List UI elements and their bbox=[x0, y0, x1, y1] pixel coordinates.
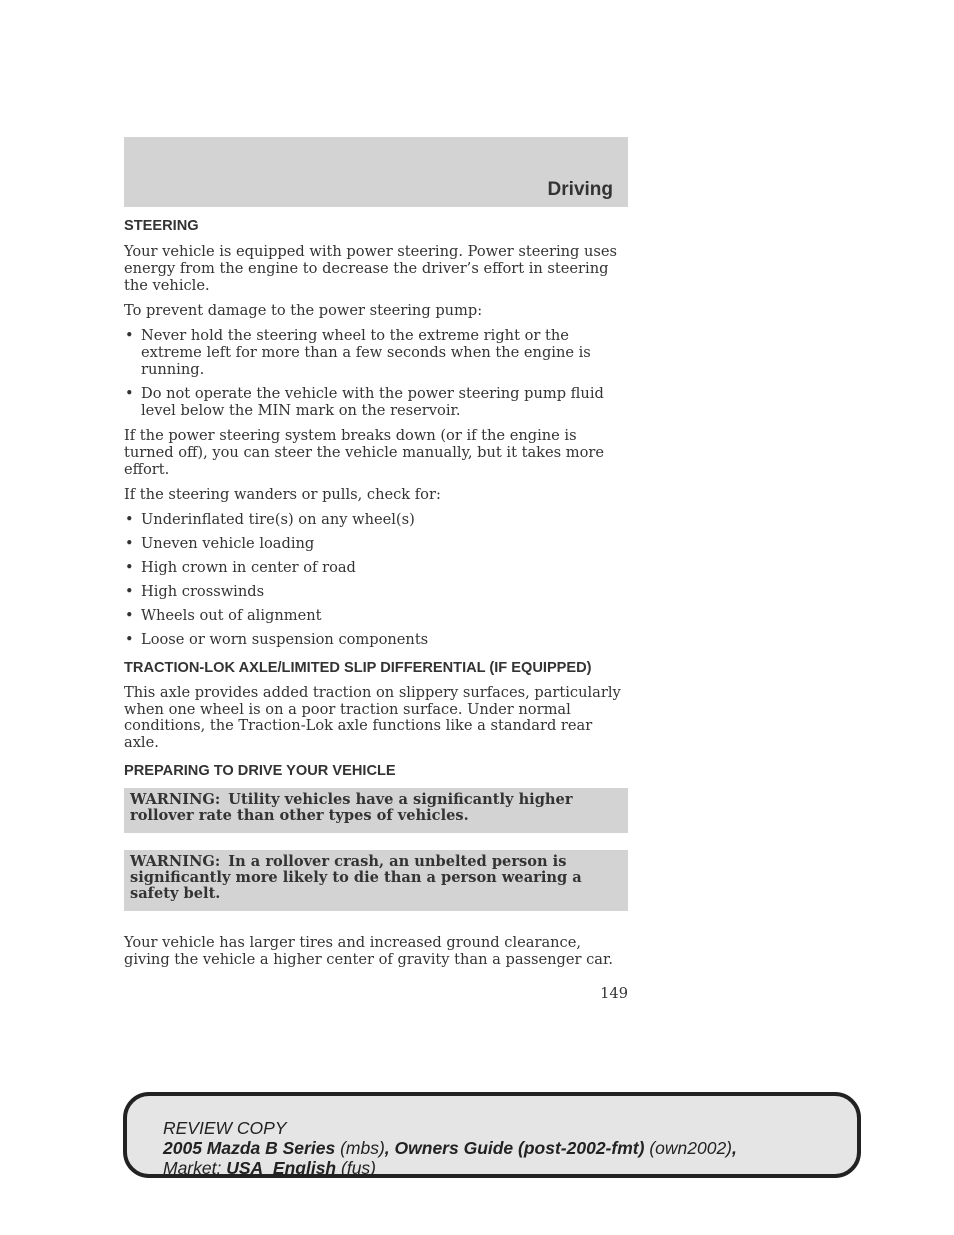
page-number: 149 bbox=[600, 985, 628, 1002]
review-copy-text bbox=[163, 1118, 737, 1178]
bullet-icon: • bbox=[125, 607, 134, 624]
list-item: • Wheels out of alignment bbox=[125, 607, 322, 624]
warning-text: Utility vehicles have a significantly higher rollover rate than other types of vehicles. bbox=[130, 791, 573, 824]
preparing-heading: PREPARING TO DRIVE YOUR VEHICLE bbox=[124, 763, 396, 779]
bullet-icon: • bbox=[125, 327, 134, 344]
list-item: • Do not operate the vehicle with the power steering pump fluid level below the MIN mark on the reservoir. bbox=[125, 385, 604, 419]
steering-check-list bbox=[124, 511, 628, 648]
steering-heading: STEERING bbox=[124, 218, 199, 234]
warning-label: WARNING: bbox=[130, 791, 221, 808]
list-item: • High crown in center of road bbox=[125, 559, 356, 576]
page-content bbox=[124, 218, 628, 1002]
bullet-icon: • bbox=[125, 535, 134, 552]
bullet-icon: • bbox=[125, 511, 134, 528]
steering-paragraph-4: If the steering wanders or pulls, check for: bbox=[124, 486, 441, 503]
review-copy-box bbox=[123, 1092, 861, 1178]
warning-label: WARNING: bbox=[130, 853, 221, 870]
list-item: • High crosswinds bbox=[125, 583, 265, 600]
preparing-paragraph: Your vehicle has larger tires and increased ground clearance, giving the vehicle a higher center of gravity than a passenger car. bbox=[124, 934, 614, 968]
bullet-icon: • bbox=[125, 631, 134, 648]
list-item: • Underinflated tire(s) on any wheel(s) bbox=[125, 511, 415, 528]
warning-box bbox=[124, 850, 628, 911]
section-title: Driving bbox=[547, 179, 613, 200]
traction-heading: TRACTION-LOK AXLE/LIMITED SLIP DIFFERENTIAL (IF EQUIPPED) bbox=[124, 660, 592, 676]
pump-precautions-list bbox=[124, 327, 628, 419]
steering-paragraph-1: Your vehicle is equipped with power steering. Power steering uses energy from the engine to decrease the driver’s effort in steering the vehicle. bbox=[124, 243, 618, 294]
list-item: • Never hold the steering wheel to the extreme right or the extreme left for more than a few seconds when the engine is running. bbox=[125, 327, 591, 378]
bullet-icon: • bbox=[125, 385, 134, 402]
review-copy-market-line: Market: USA_English (fus) bbox=[163, 1158, 376, 1178]
warning-text: In a rollover crash, an unbelted person is significantly more likely to die than a person wearing a safety belt. bbox=[130, 853, 582, 902]
list-item: • Uneven vehicle loading bbox=[125, 535, 315, 552]
traction-paragraph: This axle provides added traction on slippery surfaces, particularly when one wheel is on a poor traction surface. Under normal conditions, the Traction-Lok axle functions like a standard rear axle. bbox=[124, 684, 621, 751]
review-copy-label: REVIEW COPY bbox=[163, 1118, 287, 1138]
bullet-icon: • bbox=[125, 583, 134, 600]
warning-box bbox=[124, 788, 628, 833]
steering-paragraph-2: To prevent damage to the power steering pump: bbox=[124, 302, 483, 319]
section-header-band bbox=[124, 137, 628, 207]
list-item: • Loose or worn suspension components bbox=[125, 631, 429, 648]
review-copy-product-line: 2005 Mazda B Series (mbs), Owners Guide (post-2002-fmt) (own2002), bbox=[163, 1138, 737, 1158]
steering-paragraph-3: If the power steering system breaks down (or if the engine is turned off), you can steer the vehicle manually, but it takes more effort. bbox=[124, 427, 604, 478]
bullet-icon: • bbox=[125, 559, 134, 576]
